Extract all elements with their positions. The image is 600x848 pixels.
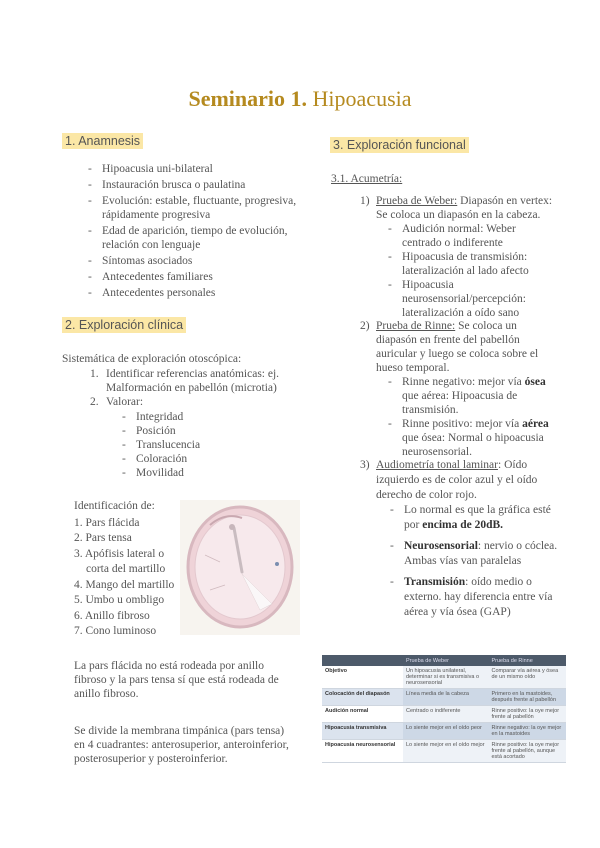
weber-block	[360, 194, 565, 222]
anamnesis-list	[88, 162, 298, 302]
list-item: - Transmisión: oído medio o externo. hay diferencia entre vía aérea y vía ósea (GAP)	[390, 575, 565, 620]
table-row: Colocación del diapasón Línea media de la cabeza Primero en la mastoides, después frente al pabellón	[322, 689, 566, 706]
list-item: 7. Cono luminoso	[74, 625, 157, 637]
weber-test: 1) Prueba de Weber: Diapasón en vertex: Se coloca un diapasón en la cabeza.	[360, 195, 553, 221]
table-row: Objetivo Un hipoacusia unilateral, determinar si es transmisiva o neurosensorial Comparar vía aérea y ósea de un mismo oído	[322, 666, 566, 689]
list-item: - Integridad	[122, 410, 272, 424]
list-item: - Posición	[122, 424, 272, 438]
list-item: - Síntomas asociados	[88, 254, 298, 268]
list-item: 3. Apófisis lateral o corta del martillo	[74, 547, 166, 575]
list-item: 6. Anillo fibroso	[74, 609, 150, 622]
step-1: 1. Identificar referencias anatómicas: ej. Malformación en pabellón (microtia)	[90, 368, 280, 394]
list-item: - Rinne negativo: mejor vía ósea que aérea: Hipoacusia de transmisión.	[388, 375, 558, 417]
rinne-block	[360, 319, 560, 375]
valorar-list	[122, 410, 272, 480]
audiometria-test: 3) Audiometría tonal laminar: Oído izquierdo es de color azul y el oído derecho de color rojo.	[360, 459, 538, 501]
weber-list	[388, 222, 558, 320]
list-item: - Hipoacusia neurosensorial/percepción: lateralización a oído sano	[388, 278, 558, 320]
list-item: - Rinne positivo: mejor vía aérea que ósea: Normal o hipoacusia neurosensorial.	[388, 417, 558, 459]
list-item: - Translucencia	[122, 438, 272, 452]
table-row: Hipoacusia transmisiva Lo siente mejor en el oído peor Rinne negativo: la oye mejor en la mastoides	[322, 723, 566, 740]
table-header-row	[322, 655, 566, 666]
rinne-list	[388, 375, 558, 459]
table-row: Hipoacusia neurosensorial Lo siente mejor en el oído mejor Rinne positivo: la oye mejor frente al pabellón, aunque está acortado	[322, 740, 566, 763]
title-bold: Seminario 1.	[188, 86, 308, 111]
weber-rinne-table	[322, 655, 566, 763]
list-item: 1. Pars flácida	[74, 516, 140, 529]
list-item: - Evolución: estable, fluctuante, progresiva, rápidamente progresiva	[88, 194, 298, 222]
exploracion-clinica-heading: 2. Exploración clínica	[62, 317, 186, 333]
otoscopy-intro: Sistemática de exploración otoscópica:	[62, 353, 242, 365]
identification-list	[74, 499, 184, 640]
title-rest: Hipoacusia	[307, 86, 412, 111]
step-2: 2. Valorar:	[90, 396, 144, 408]
acumetria-subheading: 3.1. Acumetría:	[331, 173, 403, 185]
page-title	[0, 86, 600, 112]
list-item: - Hipoacusia uni-bilateral	[88, 162, 298, 176]
identification-title: Identificación de:	[74, 500, 155, 512]
pars-flacida-paragraph: La pars flácida no está rodeada por anillo fibroso y la pars tensa sí que está rodeada de anillo fibroso.	[74, 660, 279, 700]
list-item: - Antecedentes personales	[88, 286, 298, 300]
exploracion-funcional-heading: 3. Exploración funcional	[330, 137, 469, 153]
list-item: 4. Mango del martillo	[74, 578, 175, 591]
otoscopy-steps	[90, 367, 300, 409]
audiometria-block	[360, 458, 560, 503]
list-item: - Hipoacusia de transmisión: lateralización al lado afecto	[388, 250, 558, 278]
list-item: - Edad de aparición, tiempo de evolución, relación con lenguaje	[88, 224, 298, 252]
list-item: - Instauración brusca o paulatina	[88, 178, 298, 192]
audiometria-list	[390, 503, 565, 620]
anamnesis-heading: 1. Anamnesis	[62, 133, 143, 149]
table-header-cell: Prueba de Rinne	[489, 655, 567, 666]
table-row: Audición normal Centrado o indiferente Rinne positivo: la oye mejor frente al pabellón	[322, 706, 566, 723]
list-item: - Lo normal es que la gráfica esté por encima de 20dB.	[390, 503, 565, 533]
list-item: - Neurosensorial: nervio o cóclea. Ambas vías van paralelas	[390, 539, 565, 569]
list-item: - Coloración	[122, 452, 272, 466]
table-header-cell	[322, 655, 403, 666]
list-item: 5. Umbo u ombligo	[74, 594, 165, 606]
rinne-test: 2) Prueba de Rinne: Se coloca un diapasón en frente del pabellón auricular y luego se coloca sobre el hueso temporal.	[360, 320, 539, 374]
list-item: - Movilidad	[122, 466, 272, 480]
list-item: - Audición normal: Weber centrado o indiferente	[388, 222, 558, 250]
list-item: 2. Pars tensa	[74, 532, 132, 544]
table-header-cell: Prueba de Weber	[403, 655, 489, 666]
list-item: - Antecedentes familiares	[88, 270, 298, 284]
tympanic-membrane-illustration	[180, 500, 300, 635]
quadrants-paragraph: Se divide la membrana timpánica (pars tensa) en 4 cuadrantes: anterosuperior, anteroinferior, posterosuperior y posteroinferior.	[74, 725, 289, 765]
